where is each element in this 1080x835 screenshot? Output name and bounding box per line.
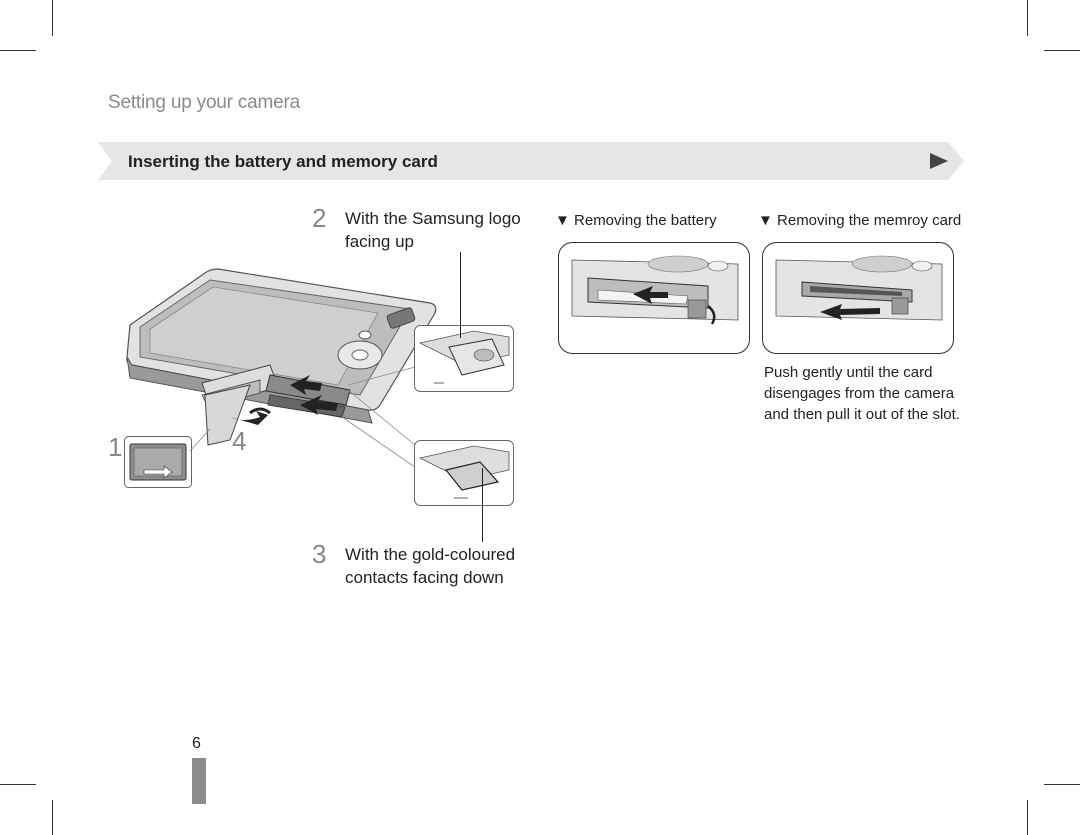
crop-mark [52,0,53,36]
step-number: 1 [108,432,123,462]
battery-removal-image [558,242,750,354]
battery-removal-caption: ▼ Removing the battery [555,212,717,229]
pointer-line [460,252,461,338]
page-tab [192,758,206,804]
section-title: Setting up your camera [108,92,301,113]
card-removal-note [764,362,960,425]
crop-mark [1027,0,1028,36]
card-removal-image [762,242,954,354]
crop-mark [1027,800,1028,835]
step-text-line: With the Samsung logo [345,209,521,228]
step-number: 4 [232,426,247,456]
step-number: 2 [312,203,327,233]
note-line: disengages from the camera [764,385,955,402]
crop-mark [0,784,36,785]
banner [98,142,964,180]
crop-mark [0,50,36,51]
step-text-line: With the gold-coloured [345,545,516,564]
crop-mark [1044,784,1080,785]
page-number: 6 [192,735,201,752]
crop-mark [52,800,53,835]
step-text [345,543,515,589]
step-text-line: contacts facing down [345,568,504,587]
card-insert-callout [414,440,514,506]
battery-insert-callout [414,325,514,392]
note-line: and then pull it out of the slot. [764,406,960,423]
card-removal-caption: ▼ Removing the memroy card [758,212,962,229]
pointer-line [186,425,216,455]
note-line: Push gently until the card [764,364,933,381]
step-number: 3 [312,539,327,569]
pointer-line [482,468,483,542]
crop-mark [1044,50,1080,51]
step-text-line: facing up [345,232,414,251]
cover-open-callout [124,436,192,488]
banner-title: Inserting the battery and memory card [128,152,438,171]
